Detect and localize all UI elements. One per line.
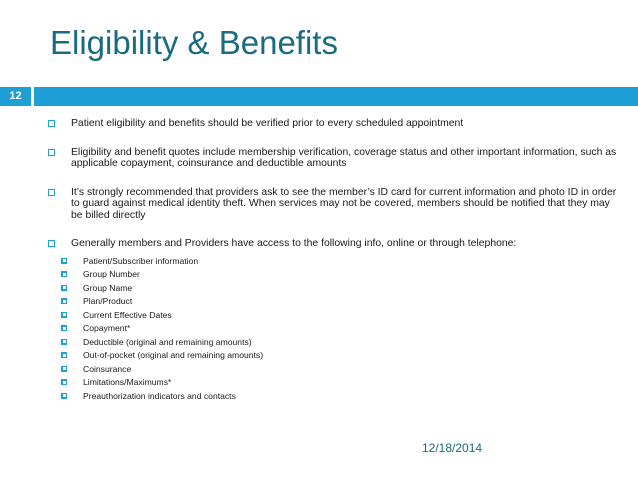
sub-bullet-text: Group Number — [83, 269, 140, 279]
square-bullet-icon — [48, 120, 55, 127]
bullet-item — [48, 147, 618, 170]
slide-number: 12 — [0, 87, 34, 106]
sub-bullet-text: Preauthorization indicators and contacts — [83, 390, 236, 401]
bullet-item — [48, 187, 618, 222]
filled-square-bullet-icon — [61, 298, 67, 304]
sub-bullet-item — [59, 255, 618, 269]
bullet-text: It’s strongly recommended that providers ask to see the member’s ID card for current information and photo ID in order to guard against medical identity theft. When services may not be covered, members should be notified that they may be billed directly — [71, 186, 617, 221]
sub-bullet-item — [59, 349, 618, 363]
filled-square-bullet-icon — [61, 258, 67, 264]
filled-square-bullet-icon — [61, 393, 67, 399]
sub-bullet-list — [59, 255, 618, 404]
sub-bullet-item — [59, 322, 618, 336]
slide-content — [48, 118, 618, 403]
sub-bullet-item — [59, 282, 618, 296]
sub-bullet-item — [59, 309, 618, 323]
square-bullet-icon — [48, 149, 55, 156]
sub-bullet-text: Group Name — [83, 282, 133, 293]
sub-bullet-text: Deductible (original and remaining amounts) — [83, 336, 252, 347]
filled-square-bullet-icon — [61, 312, 67, 318]
square-bullet-icon — [48, 240, 55, 247]
sub-bullet-text: Limitations/Maximums* — [83, 377, 172, 387]
square-bullet-icon — [48, 189, 55, 196]
accent-bar — [0, 87, 638, 106]
slide-title: Eligibility & Benefits — [50, 24, 338, 61]
sub-bullet-text: Copayment* — [83, 323, 131, 333]
sub-bullet-item — [59, 363, 618, 377]
bullet-text: Eligibility and benefit quotes include membership verification, coverage status and other important information, such as applicable copayment, coinsurance and deductible amounts — [71, 146, 617, 169]
bullet-item — [48, 118, 618, 130]
sub-bullet-text: Patient/Subscriber information — [83, 255, 199, 266]
sub-bullet-item — [59, 268, 618, 282]
bullet-text: Patient eligibility and benefits should be verified prior to every scheduled appointment — [71, 118, 464, 129]
filled-square-bullet-icon — [61, 352, 67, 358]
sub-bullet-item — [59, 336, 618, 350]
filled-square-bullet-icon — [61, 366, 67, 372]
sub-bullet-text: Out-of-pocket (original and remaining amounts) — [83, 350, 264, 360]
filled-square-bullet-icon — [61, 285, 67, 291]
slide-date: 12/18/2014 — [422, 441, 483, 455]
filled-square-bullet-icon — [61, 339, 67, 345]
sub-bullet-item — [59, 376, 618, 390]
filled-square-bullet-icon — [61, 325, 67, 331]
filled-square-bullet-icon — [61, 271, 67, 277]
filled-square-bullet-icon — [61, 379, 67, 385]
bullet-text: Generally members and Providers have access to the following info, online or through telephone: — [71, 238, 517, 249]
bullet-item — [48, 238, 618, 403]
sub-bullet-text: Current Effective Dates — [83, 309, 172, 320]
sub-bullet-text: Plan/Product — [83, 296, 133, 306]
sub-bullet-text: Coinsurance — [83, 363, 132, 374]
sub-bullet-item — [59, 390, 618, 404]
sub-bullet-item — [59, 295, 618, 309]
